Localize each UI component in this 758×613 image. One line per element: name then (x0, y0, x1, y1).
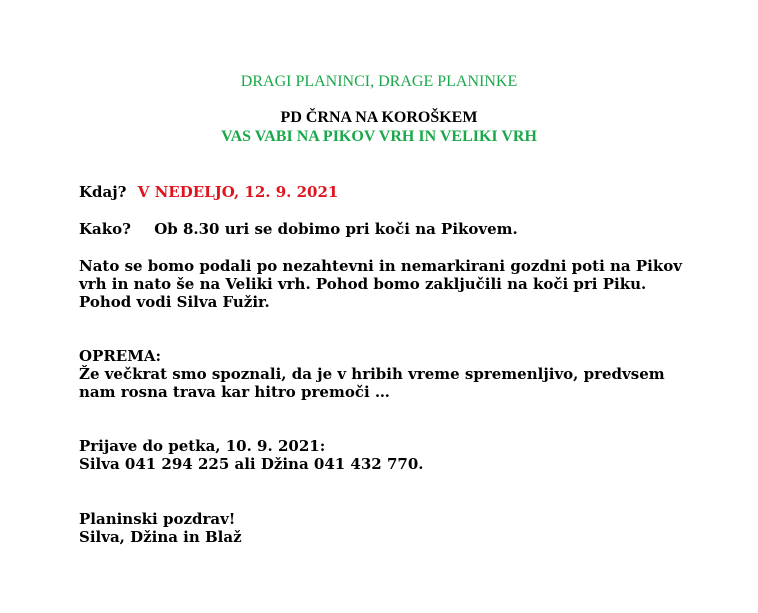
closing-greeting: Planinski pozdrav! (79, 510, 236, 528)
how-label: Kako? (79, 220, 131, 238)
equipment-line-1: Že večkrat smo spoznali, da je v hribih vreme spremenljivo, predvsem (79, 365, 665, 383)
greeting-heading: DRAGI PLANINCI, DRAGE PLANINKE (240, 73, 518, 90)
description-line-3: Pohod vodi Silva Fužir. (79, 293, 270, 311)
registration-line-1: Prijave do petka, 10. 9. 2021: (79, 437, 326, 455)
when-row (79, 183, 338, 201)
closing-signatures: Silva, Džina in Blaž (79, 528, 242, 546)
when-date: V NEDELJO, 12. 9. 2021 (137, 183, 339, 201)
invitation-heading: VAS VABI NA PIKOV VRH IN VELIKI VRH (221, 128, 537, 145)
description-line-1: Nato se bomo podali po nezahtevni in nemarkirani gozdni poti na Pikov (79, 257, 682, 275)
when-label: Kdaj? (79, 183, 127, 201)
description-line-2: vrh in nato še na Veliki vrh. Pohod bomo zaključili na koči pri Piku. (79, 275, 647, 293)
how-text: Ob 8.30 uri se dobimo pri koči na Pikovem. (154, 220, 518, 238)
equipment-line-2: nam rosna trava kar hitro premoči … (79, 383, 390, 401)
how-row (79, 220, 518, 238)
organizer-heading: PD ČRNA NA KOROŠKEM (280, 109, 478, 126)
registration-line-2: Silva 041 294 225 ali Džina 041 432 770. (79, 455, 424, 473)
equipment-heading: OPREMA: (79, 347, 162, 365)
